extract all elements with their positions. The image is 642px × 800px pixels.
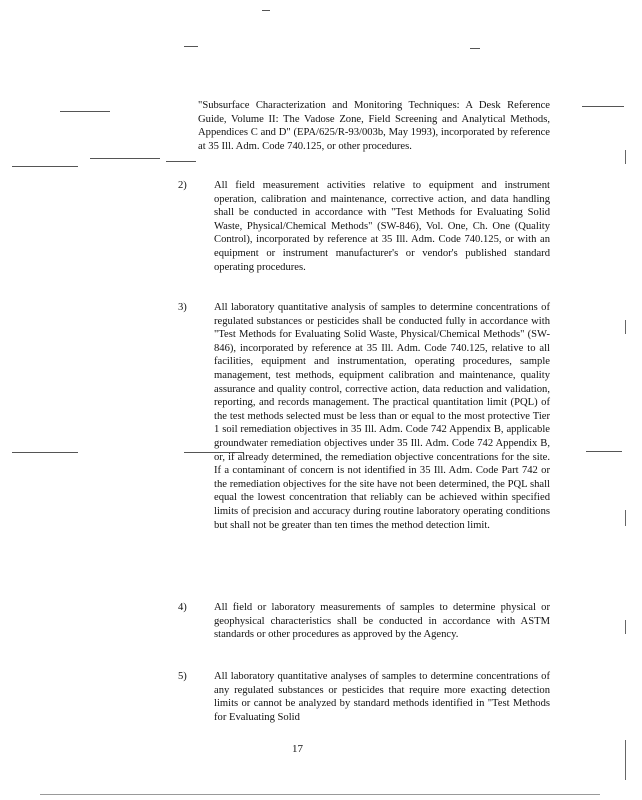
scan-mark bbox=[40, 794, 600, 795]
scan-mark bbox=[60, 111, 110, 112]
scan-mark bbox=[582, 106, 624, 107]
scan-mark bbox=[625, 150, 626, 164]
scan-mark bbox=[625, 320, 626, 334]
scan-mark bbox=[586, 451, 622, 452]
item-number: 5) bbox=[178, 671, 187, 682]
scan-mark bbox=[12, 452, 78, 453]
scan-mark bbox=[166, 161, 196, 162]
scan-mark bbox=[625, 740, 626, 780]
scan-mark bbox=[90, 158, 160, 159]
item-text: All laboratory quantitative analysis of samples to determine concentrations of regulated substances or pesticides shall be conducted fully in accordance with "Test Methods for Evaluating Solid Waste, Physical/Chemical Methods" (SW-846), incorporated by reference at 35 Ill. Adm. Code 740.125, relative to all facilities, equipment and instrumentation, operating procedures, sample management, test methods, equipment calibration and maintenance, quality assurance and quality control, corrective action, data reduction and validation, reporting, and records management. The practical quantitation limit (PQL) of the test methods selected must be less than or equal to the most protective Tier 1 soil remediation objectives in 35 Ill. Adm. Code 742 Appendix B, applicable groundwater remediation objectives under 35 Ill. Adm. Code 742 Appendix B, or, if already determined, the remediation objective concentrations for the site. If a contaminant of concern is not identified in 35 Ill. Adm. Code Part 742 or the remediation objectives for the site have not been determined, the PQL shall equal the lowest concentration that reliably can be achieved within specified limits of precision and accuracy during routine laboratory operating conditions but shall not be greater than ten times the method detection limit. bbox=[214, 302, 550, 531]
item-text: All laboratory quantitative analyses of samples to determine concentrations of any regulated substances or pesticides that require more exacting detection limits or cannot be analyzed by standard methods identified in "Test Methods for Evaluating Solid bbox=[214, 671, 550, 723]
scan-mark bbox=[625, 510, 626, 526]
item-number: 2) bbox=[178, 180, 187, 191]
scan-mark bbox=[262, 10, 270, 11]
continuation-paragraph: "Subsurface Characterization and Monitoring Techniques: A Desk Reference Guide, Volume II: The Vadose Zone, Field Screening and Analytical Methods, Appendices C and D" (EPA/625/R-93/003b, May 1993), incorporated by reference at 35 Ill. Adm. Code 740.125, or other procedures. bbox=[198, 100, 550, 152]
scan-mark bbox=[184, 46, 198, 47]
scan-mark bbox=[12, 166, 78, 167]
item-number: 3) bbox=[178, 302, 187, 313]
item-text: All field or laboratory measurements of samples to determine physical or geophysical characteristics shall be conducted in accordance with ASTM standards or other procedures as approved by the Agency. bbox=[214, 602, 550, 641]
item-number: 4) bbox=[178, 602, 187, 613]
page-number: 17 bbox=[292, 743, 303, 755]
item-text: All field measurement activities relative to equipment and instrument operation, calibration and maintenance, corrective action, and data handling shall be conducted in accordance with "Test Methods for Evaluating Solid Waste, Physical/Chemical Methods" (SW-846), Vol. One, Ch. One (Quality Control), incorporated by reference at 35 Ill. Adm. Code 740.125, or with an equipment or instrument manufacturer's or vendor's published standard operating procedures. bbox=[214, 180, 550, 273]
scan-mark bbox=[470, 48, 480, 49]
scan-mark bbox=[625, 620, 626, 634]
